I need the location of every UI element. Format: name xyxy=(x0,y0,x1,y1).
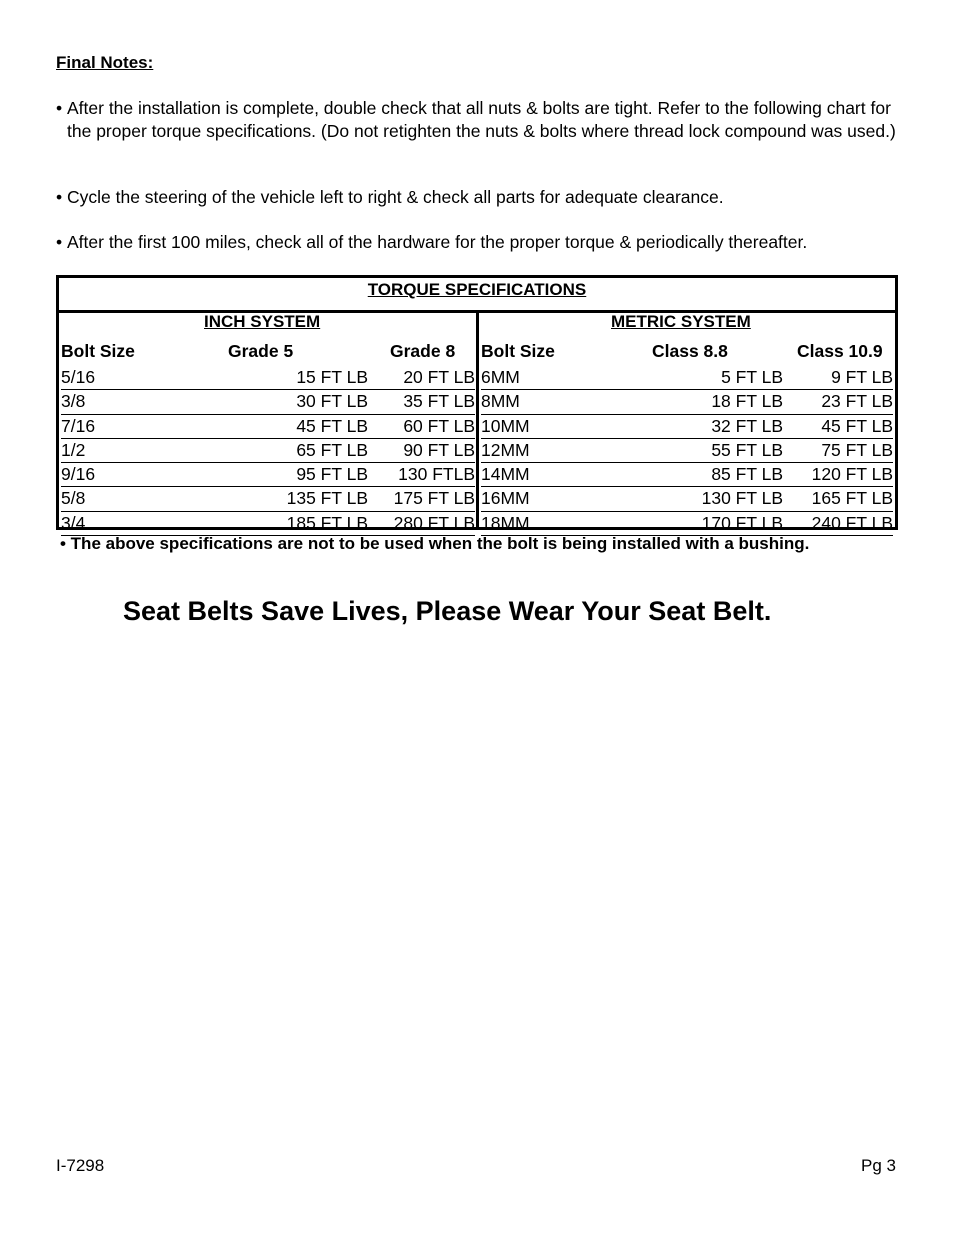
table-row xyxy=(61,512,475,536)
bullet-marker: • xyxy=(56,187,63,207)
grade-8-cell: 175 FT LB xyxy=(393,488,475,509)
table-row xyxy=(481,512,893,536)
bolt-size-cell: 16MM xyxy=(481,488,530,509)
inch-col-bolt-size: Bolt Size xyxy=(61,341,135,361)
class-10-9-cell: 165 FT LB xyxy=(811,488,893,509)
table-row xyxy=(481,390,893,414)
note-bullet-3 xyxy=(56,231,906,254)
grade-5-cell: 15 FT LB xyxy=(296,367,368,387)
inch-system-section xyxy=(61,310,475,533)
note-bullet-1 xyxy=(56,97,906,142)
table-row xyxy=(61,366,475,390)
class-8-8-cell: 170 FT LB xyxy=(701,512,783,533)
final-notes-heading: Final Notes: xyxy=(56,53,154,72)
bullet-text: After the installation is complete, double check that all nuts & bolts are tight. Refer to the following chart for the proper torque specifications. (Do not retighten the nuts & bolts where thread lock compound was used.) xyxy=(67,98,896,141)
grade-8-cell: 60 FT LB xyxy=(403,415,475,436)
class-10-9-cell: 23 FT LB xyxy=(821,391,893,412)
grade-8-cell: 35 FT LB xyxy=(403,391,475,412)
metric-col-bolt-size: Bolt Size xyxy=(481,341,555,361)
table-row xyxy=(481,415,893,439)
class-8-8-cell: 5 FT LB xyxy=(721,367,783,387)
bolt-size-cell: 5/16 xyxy=(61,367,96,387)
bolt-size-cell: 12MM xyxy=(481,439,530,460)
metric-col-class-10-9: Class 10.9 xyxy=(797,341,883,361)
class-8-8-cell: 55 FT LB xyxy=(711,439,783,460)
grade-8-cell: 90 FT LB xyxy=(403,439,475,460)
seat-belt-slogan: Seat Belts Save Lives, Please Wear Your Seat Belt. xyxy=(123,596,772,626)
document-number: I-7298 xyxy=(56,1156,105,1175)
bolt-size-cell: 18MM xyxy=(481,512,530,533)
inch-col-grade-5: Grade 5 xyxy=(228,341,294,361)
bullet-text: After the first 100 miles, check all of the hardware for the proper torque & periodically thereafter. xyxy=(67,232,808,252)
bolt-size-cell: 7/16 xyxy=(61,415,96,436)
grade-8-cell: 20 FT LB xyxy=(403,367,475,387)
table-row xyxy=(61,415,475,439)
table-row xyxy=(481,439,893,463)
class-8-8-cell: 130 FT LB xyxy=(701,488,783,509)
bolt-size-cell: 5/8 xyxy=(61,488,86,509)
bolt-size-cell: 8MM xyxy=(481,391,520,412)
bullet-text: Cycle the steering of the vehicle left to right & check all parts for adequate clearance. xyxy=(67,187,724,207)
metric-system-section xyxy=(481,310,893,533)
bolt-size-cell: 14MM xyxy=(481,464,530,485)
bushing-warning-note: • The above specifications are not to be used when the bolt is being installed with a bushing. xyxy=(60,534,810,553)
grade-5-cell: 45 FT LB xyxy=(296,415,368,436)
class-8-8-cell: 18 FT LB xyxy=(711,391,783,412)
page-number: Pg 3 xyxy=(861,1156,896,1175)
table-row xyxy=(61,463,475,487)
bolt-size-cell: 1/2 xyxy=(61,439,86,460)
bolt-size-cell: 3/8 xyxy=(61,391,86,412)
note-bullet-2 xyxy=(56,186,906,209)
table-row xyxy=(61,439,475,463)
grade-5-cell: 65 FT LB xyxy=(296,439,368,460)
table-row xyxy=(481,463,893,487)
bullet-marker: • xyxy=(56,232,63,252)
bolt-size-cell: 9/16 xyxy=(61,464,96,485)
grade-5-cell: 185 FT LB xyxy=(286,512,368,533)
bolt-size-cell: 6MM xyxy=(481,367,520,387)
inch-rows xyxy=(61,366,475,536)
bolt-size-cell: 10MM xyxy=(481,415,530,436)
grade-8-cell: 130 FTLB xyxy=(398,464,475,485)
bolt-size-cell: 3/4 xyxy=(61,512,86,533)
table-row xyxy=(61,390,475,414)
class-10-9-cell: 120 FT LB xyxy=(811,464,893,485)
table-title-text: TORQUE SPECIFICATIONS xyxy=(367,280,587,299)
bullet-marker: • xyxy=(56,98,63,118)
inch-col-grade-8: Grade 8 xyxy=(390,341,456,361)
grade-8-cell: 280 FT LB xyxy=(393,512,475,533)
class-10-9-cell: 45 FT LB xyxy=(821,415,893,436)
metric-system-title: METRIC SYSTEM xyxy=(611,312,751,331)
class-10-9-cell: 240 FT LB xyxy=(811,512,893,533)
grade-5-cell: 30 FT LB xyxy=(296,391,368,412)
torque-specifications-table xyxy=(56,275,898,533)
table-row xyxy=(61,487,475,511)
metric-col-class-8-8: Class 8.8 xyxy=(652,341,728,361)
table-row xyxy=(481,487,893,511)
class-8-8-cell: 32 FT LB xyxy=(711,415,783,436)
metric-rows xyxy=(481,366,893,536)
table-title xyxy=(59,278,895,313)
table-row xyxy=(481,366,893,390)
grade-5-cell: 95 FT LB xyxy=(296,464,368,485)
class-10-9-cell: 9 FT LB xyxy=(831,367,893,387)
class-8-8-cell: 85 FT LB xyxy=(711,464,783,485)
class-10-9-cell: 75 FT LB xyxy=(821,439,893,460)
inch-system-title: INCH SYSTEM xyxy=(204,312,321,331)
system-divider xyxy=(476,310,479,527)
grade-5-cell: 135 FT LB xyxy=(286,488,368,509)
